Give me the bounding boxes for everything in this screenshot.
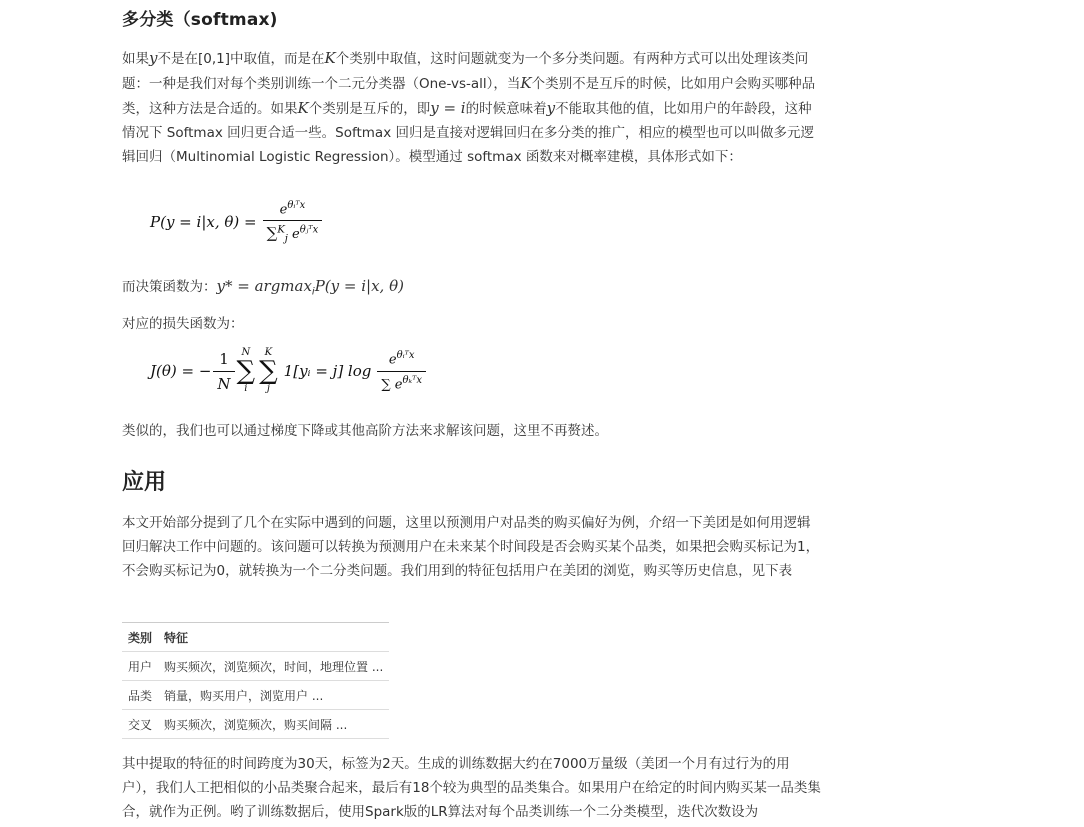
fraction-numerator (276, 200, 310, 220)
softmax-probability-formula (150, 200, 322, 245)
text: 而决策函数为： (122, 279, 217, 295)
loss-function-formula (150, 348, 426, 394)
text: 不是在[0,1]中取值，而是在 (157, 51, 325, 67)
fraction-denominator (377, 371, 426, 392)
paragraph-softmax-intro (122, 46, 822, 169)
text: 不能取其他的值，比如用户的年龄段，这种情况下 Softmax 回归更合适一些。Softmax 回归是直接对逻辑回归在多分类的推广，相应的模型也可以叫做多元逻辑回归（Multinomial Logistic Regression）。模型通过 softmax 函数来对概率建模，具体形式如下： (122, 101, 814, 165)
exp-base: e (279, 202, 288, 218)
table-cell: 品类 (122, 681, 158, 710)
exponent: θₖᵀx (402, 374, 422, 386)
fraction-numerator (385, 350, 419, 370)
one-over-n (213, 350, 234, 393)
text: 如果 (122, 51, 149, 67)
decision-formula: y* = argmax (216, 277, 312, 295)
sum-over-j (259, 348, 278, 394)
fraction-numerator: 1 (219, 349, 229, 368)
table-header-cell: 特征 (158, 623, 389, 652)
math-y: y (149, 49, 158, 67)
formula-fraction (263, 200, 323, 245)
formula-lhs: P(y = i|x, θ) = (150, 213, 257, 232)
paragraph-application: 本文开始部分提到了几个在实际中遇到的问题，这里以预测用户对品类的购买偏好为例，介绍一下美团是如何用逻辑回归解决工作中问题的。该问题可以转换为预测用户在未来某个时间段是否会购买某个品类，如果把会购买标记为1，不会购买标记为0，就转换为一个二分类问题。我们用到的特征包括用户在美团的浏览，购买等历史信息，见下表 (122, 515, 820, 579)
sum-upper: N (241, 347, 251, 358)
math-K: K (520, 74, 532, 92)
formula-lhs: J(θ) = − (150, 362, 212, 380)
sum-symbol: ∑ (259, 356, 278, 386)
table-cell: 购买频次，浏览频次，购买间隔 ... (158, 710, 389, 739)
math-K: K (324, 49, 336, 67)
table-row (122, 652, 389, 681)
table-cell: 交叉 (122, 710, 158, 739)
paragraph-loss-label: 对应的损失函数为： (122, 316, 244, 332)
argmax-subscript: i (311, 286, 315, 298)
indicator-log: 1[yᵢ = j] log (283, 362, 372, 380)
table-cell: 销量，购买用户，浏览用户 ... (158, 681, 389, 710)
section-heading-softmax: 多分类（softmax) (122, 10, 278, 30)
fraction-denominator (263, 220, 323, 245)
sum-lower: j (266, 383, 270, 394)
table-row (122, 710, 389, 739)
exponent: θᵢᵀx (287, 200, 306, 211)
decision-formula-rest: P(y = i|x, θ) (314, 277, 404, 295)
sum-symbol: ∑ (236, 356, 256, 386)
softmax-fraction (377, 350, 426, 392)
math-K: K (297, 99, 309, 117)
sum-upper: K (264, 347, 273, 358)
table-cell: 购买频次，浏览频次，时间，地理位置 ... (158, 652, 389, 681)
section-heading-application: 应用 (122, 470, 167, 495)
sum-exp: ∑ e (381, 376, 403, 392)
feature-table (122, 622, 389, 739)
math-y-equals-i: y = i (430, 99, 466, 117)
math-y: y (546, 99, 556, 117)
sum-over-i (237, 348, 256, 394)
paragraph-data-description: 其中提取的特征的时间跨度为30天，标签为2天。生成的训练数据大约在7000万量级（美团一个月有过行为的用户），我们人工把相似的小品类聚合起来，最后有18个较为典型的品类集合。如果用户在给定的时间内购买某一品类集合，就作为正例。哟了训练数据后，使用Spark版的LR算法对每个品类训练一个二分类模型，迭代次数设为 (122, 756, 821, 820)
sum-lower: i (244, 383, 248, 394)
sum-lower: j (284, 233, 288, 245)
exp-base: e (388, 352, 397, 368)
sum-upper: K (277, 225, 285, 236)
exp-base: e (292, 227, 300, 243)
exponent: θᵢᵀx (396, 350, 415, 362)
table-row (122, 681, 389, 710)
sum-symbol: ∑ (266, 224, 278, 243)
text: 个类别中取值，这时问题就变为一个多分类问题。有两种方式可以出处理该类问题：一种是我们对每个类别训练一个二元分类器（One-vs-all），当 (122, 51, 809, 92)
text: 个类别是互斥的，即 (308, 101, 431, 117)
text: 个类别不是互斥的时候，比如用户会购买哪种品类，这种方法是合适的。如果 (122, 76, 816, 117)
table-cell: 用户 (122, 652, 158, 681)
exponent: θⱼᵀx (299, 225, 319, 236)
paragraph-similar: 类似的，我们也可以通过梯度下降或其他高阶方法来求解该问题，这里不再赘述。 (122, 423, 608, 439)
table-header-row (122, 623, 389, 652)
text: 的时候意味着 (465, 101, 547, 117)
table-header-cell: 类别 (122, 623, 158, 652)
fraction-denominator: N (213, 371, 234, 393)
paragraph-decision-function (122, 274, 822, 305)
